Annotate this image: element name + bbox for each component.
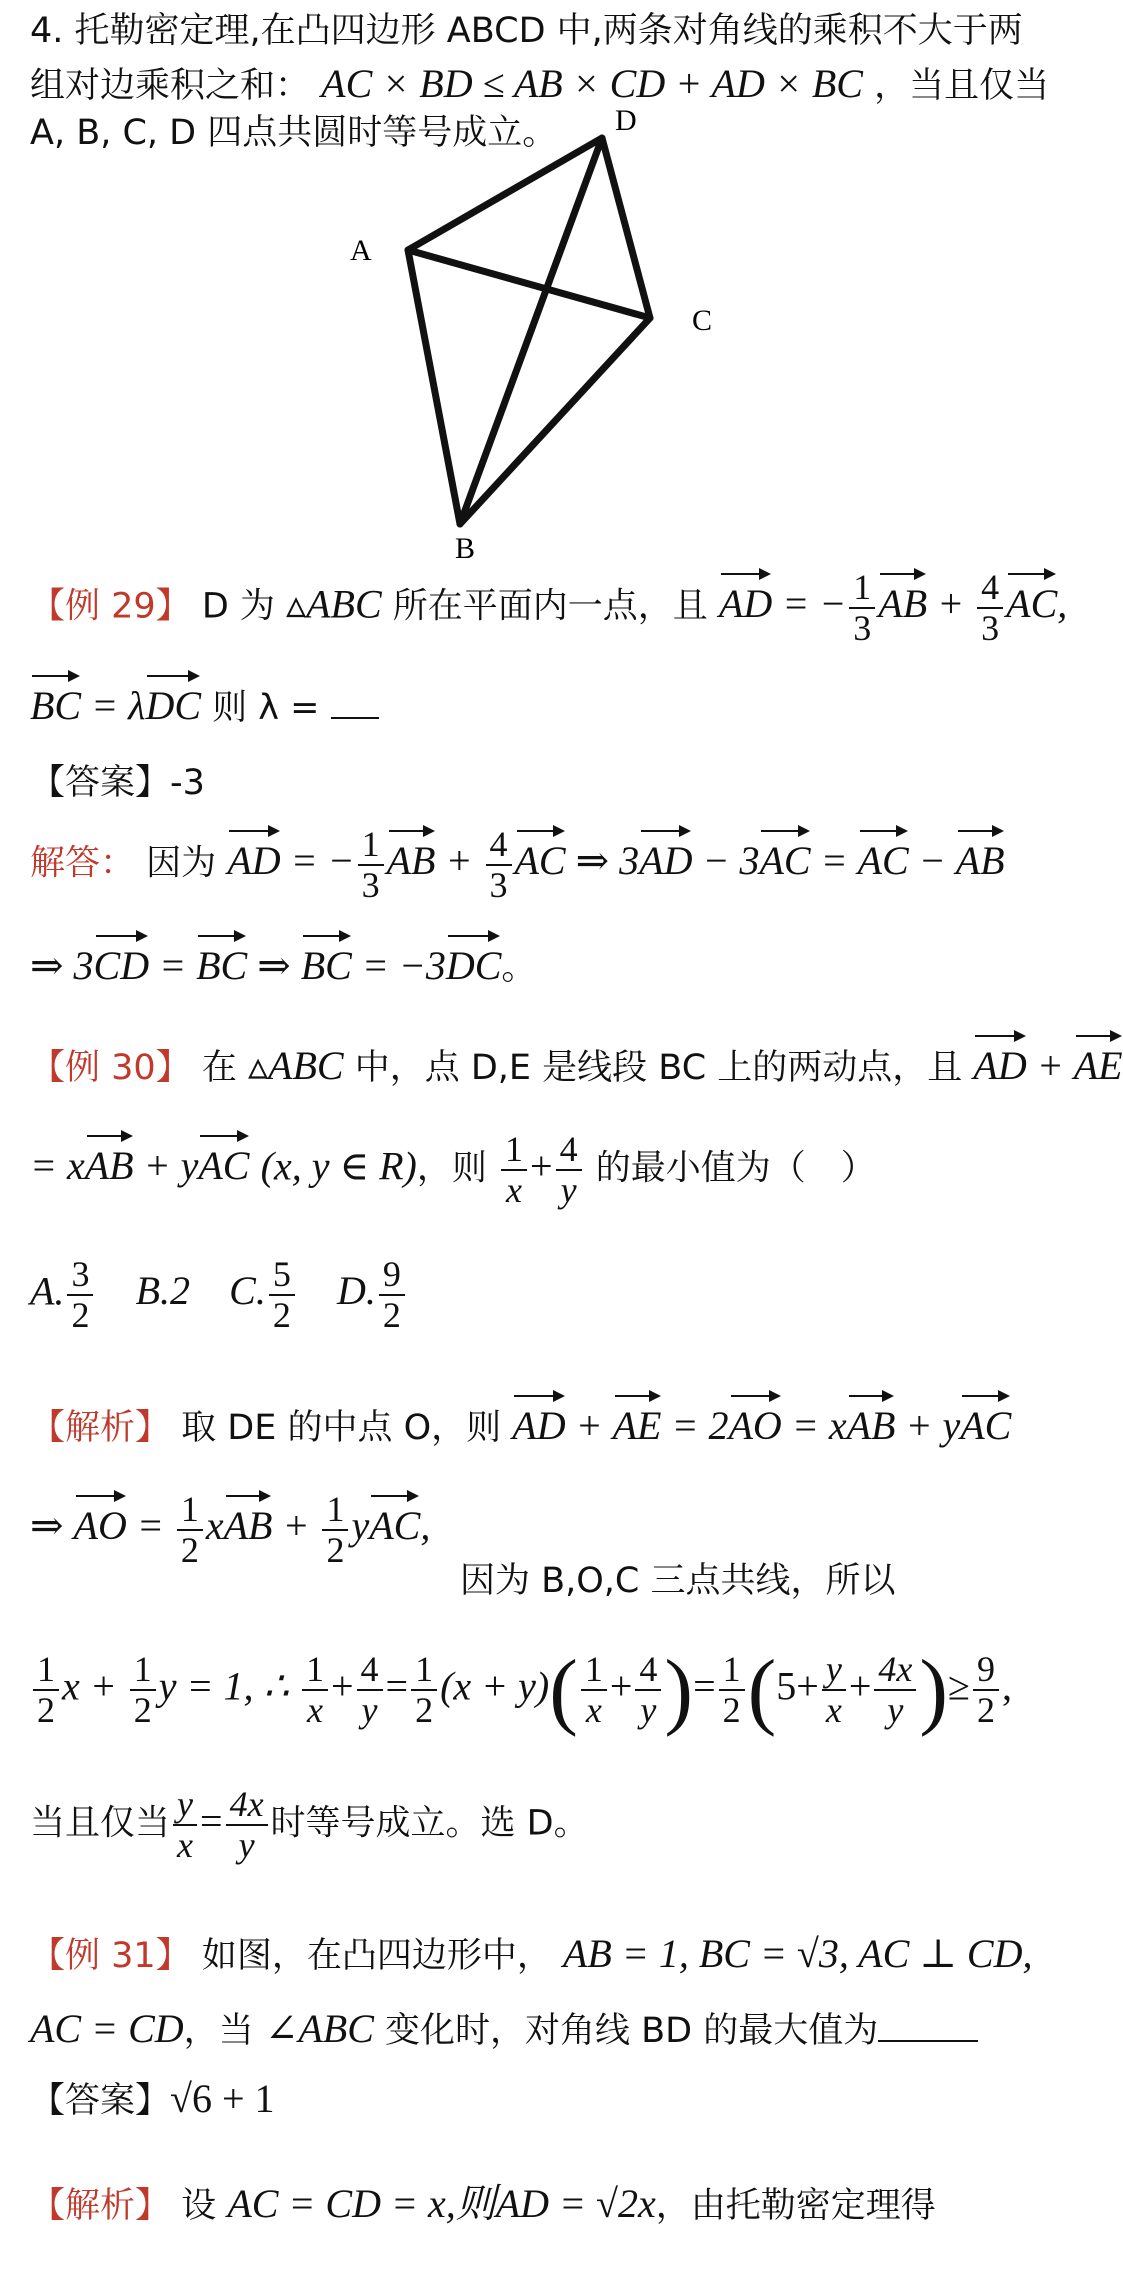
vertex-label-b: B — [455, 532, 476, 565]
ex29-line-1: 【例 29】 D 为 ▵ABC 所在平面内一点，且 AD = − $\frac{1}{3}$ AB + $\frac{4}{3}$ AC, — [30, 567, 1068, 648]
ex30-tag: 【例 30】 — [30, 1048, 191, 1088]
ex31-line-1 — [30, 1930, 1032, 1978]
theorem-number: 4. — [30, 11, 64, 51]
ex31-condition-2: AC = CD — [30, 2006, 184, 2051]
ex31-text-1: 如图，在凸四边形中， — [201, 1936, 552, 1976]
diagonal-ac — [408, 250, 650, 318]
ex30-option-a-label: A. — [30, 1268, 65, 1314]
ptolemy-inequality: AC × BD ≤ AB × CD + AD × BC — [321, 61, 863, 106]
ex31-solution-tag: 【解析】 — [30, 2186, 171, 2226]
ex31-text-3: 变化时，对角线 BD 的最大值为 — [385, 2011, 879, 2051]
ex30-solution-line-3 — [460, 1560, 896, 1602]
ex31-angle: ∠ABC — [264, 2006, 374, 2051]
ex29-text-1: D 为 — [201, 586, 275, 627]
ex31-tag: 【例 31】 — [30, 1936, 191, 1976]
theorem-text-2: 组对边乘积之和： — [30, 66, 311, 106]
ex29-solution-line-1: 解答： 因为 AD = − $\frac{1}{3}$ AB + $\frac{4}{3}$ AC ⇒ 3AD − 3AC = AC − AB — [30, 824, 1005, 905]
theorem-text-3: A, B, C, D 四点共圆时等号成立。 — [30, 113, 558, 153]
ex31-solution-text-2: ，由托勒密定理得 — [655, 2186, 936, 2226]
ex30-solution-line-1: 【解析】 取 DE 的中点 O，则 AD + AE = 2AO = xAB + yAC — [30, 1390, 1011, 1450]
ex31-condition-1: AB = 1, BC = √3, AC ⊥ CD, — [562, 1931, 1033, 1976]
diagonal-bd — [460, 138, 602, 524]
ex29-solution-text: 因为 — [146, 843, 217, 884]
ex30-solution-text-4: 时等号成立。选 D。 — [270, 1803, 589, 1844]
ex30-line-2: = xAB + yAC (x, y ∈ R)，则 $\frac{1}{x}$ + $\frac{4}{y}$ 的最小值为（ ） — [30, 1129, 876, 1210]
ex31-solution-text-1: 设 — [181, 2186, 217, 2226]
ex29-answer: -3 — [170, 763, 205, 803]
ex29-solution-tag: 解答： — [30, 843, 136, 884]
ex31-answer-tag: 【答案】 — [30, 2081, 171, 2121]
ex30-line-1: 【例 30】 在 ▵ABC 中，点 D,E 是线段 BC 上的两动点，且 AD + AE — [30, 1030, 1123, 1090]
ex31-answer-line — [30, 2075, 275, 2123]
vertex-label-a: A — [350, 234, 372, 267]
theorem-text-2-tail: ，当且仅当 — [874, 66, 1050, 106]
ex30-text-4: 的最小值为（ ） — [595, 1148, 876, 1189]
ex30-solution-line-2: ⇒ AO = $\frac{1}{2}$ xAB + $\frac{1}{2}$ yAC, — [30, 1489, 431, 1570]
ex29-answer-line — [30, 762, 205, 804]
ex31-text-2: ，当 — [183, 2011, 254, 2051]
ex29-answer-blank — [331, 717, 379, 719]
ex29-text-2: 所在平面内一点，且 — [392, 586, 708, 627]
ex30-text-3: ，则 — [416, 1148, 487, 1189]
ex30-solution-text-2: 因为 B,O,C 三点共线，所以 — [460, 1561, 896, 1601]
ex29-solution-line-2: ⇒ 3CD = BC ⇒ BC = −3DC。 — [30, 930, 536, 990]
ex29-tag: 【例 29】 — [30, 586, 191, 627]
ex30-option-d-label: D. — [336, 1268, 376, 1314]
ex29-lambda-text: 则 λ = — [212, 688, 320, 728]
ex30-option-c-label: C. — [229, 1268, 266, 1314]
vertex-label-c: C — [692, 304, 713, 337]
ex30-solution-text-3: 当且仅当 — [30, 1803, 171, 1844]
ex29-triangle: ▵ABC — [286, 581, 382, 627]
theorem-text-1: 托勒密定理,在凸四边形 ABCD 中,两条对角线的乘积不大于两 — [74, 11, 1023, 51]
ex30-option-b: B.2 — [135, 1268, 191, 1314]
ex30-solution-text-1: 取 DE 的中点 O，则 — [181, 1408, 502, 1448]
ex30-text-2: 中，点 D,E 是线段 BC 上的两动点，且 — [354, 1048, 963, 1088]
vertex-label-d: D — [615, 104, 637, 137]
theorem-line-1 — [30, 10, 1023, 52]
ex29-line-2: BC = λDC 则 λ = — [30, 670, 379, 730]
ex29-answer-tag: 【答案】 — [30, 763, 171, 803]
ex30-text-1: 在 — [201, 1048, 237, 1088]
ex31-solution-line-1 — [30, 2180, 936, 2228]
ex31-line-2 — [30, 2005, 978, 2053]
ex31-answer-blank — [878, 2040, 978, 2042]
ex30-options: A. $\frac{3}{2}$ B.2 C. $\frac{5}{2}$ D. $\frac{9}{2}$ — [30, 1255, 408, 1335]
ex30-solution-line-5: 当且仅当 $\frac{y}{x}$ = $\frac{4x}{y}$ 时等号成立。选 D。 — [30, 1784, 589, 1865]
ex30-solution-tag: 【解析】 — [30, 1408, 171, 1448]
quadrilateral-diagram — [330, 100, 750, 565]
ex30-solution-line-4: $\frac{1}{2}$ x + $\frac{1}{2}$ y = 1, ∴ $\frac{1}{x}$ + $\frac{4}{y}$ = $\frac{1}{2}$ (x + y)( $\frac{1}{x}$ + $\frac{4}{y}$ )= $\frac{1}{2}$ (5+ $\frac{y}{x}$ + $\frac{4x}{y}$ )≥ $\frac{9}{2}$ , — [30, 1650, 1012, 1730]
ex31-solution-math: AC = CD = x,则AD = √2x — [227, 2181, 656, 2226]
ex31-answer: √6 + 1 — [170, 2076, 275, 2121]
ex30-condition: (x, y ∈ R) — [260, 1143, 417, 1189]
